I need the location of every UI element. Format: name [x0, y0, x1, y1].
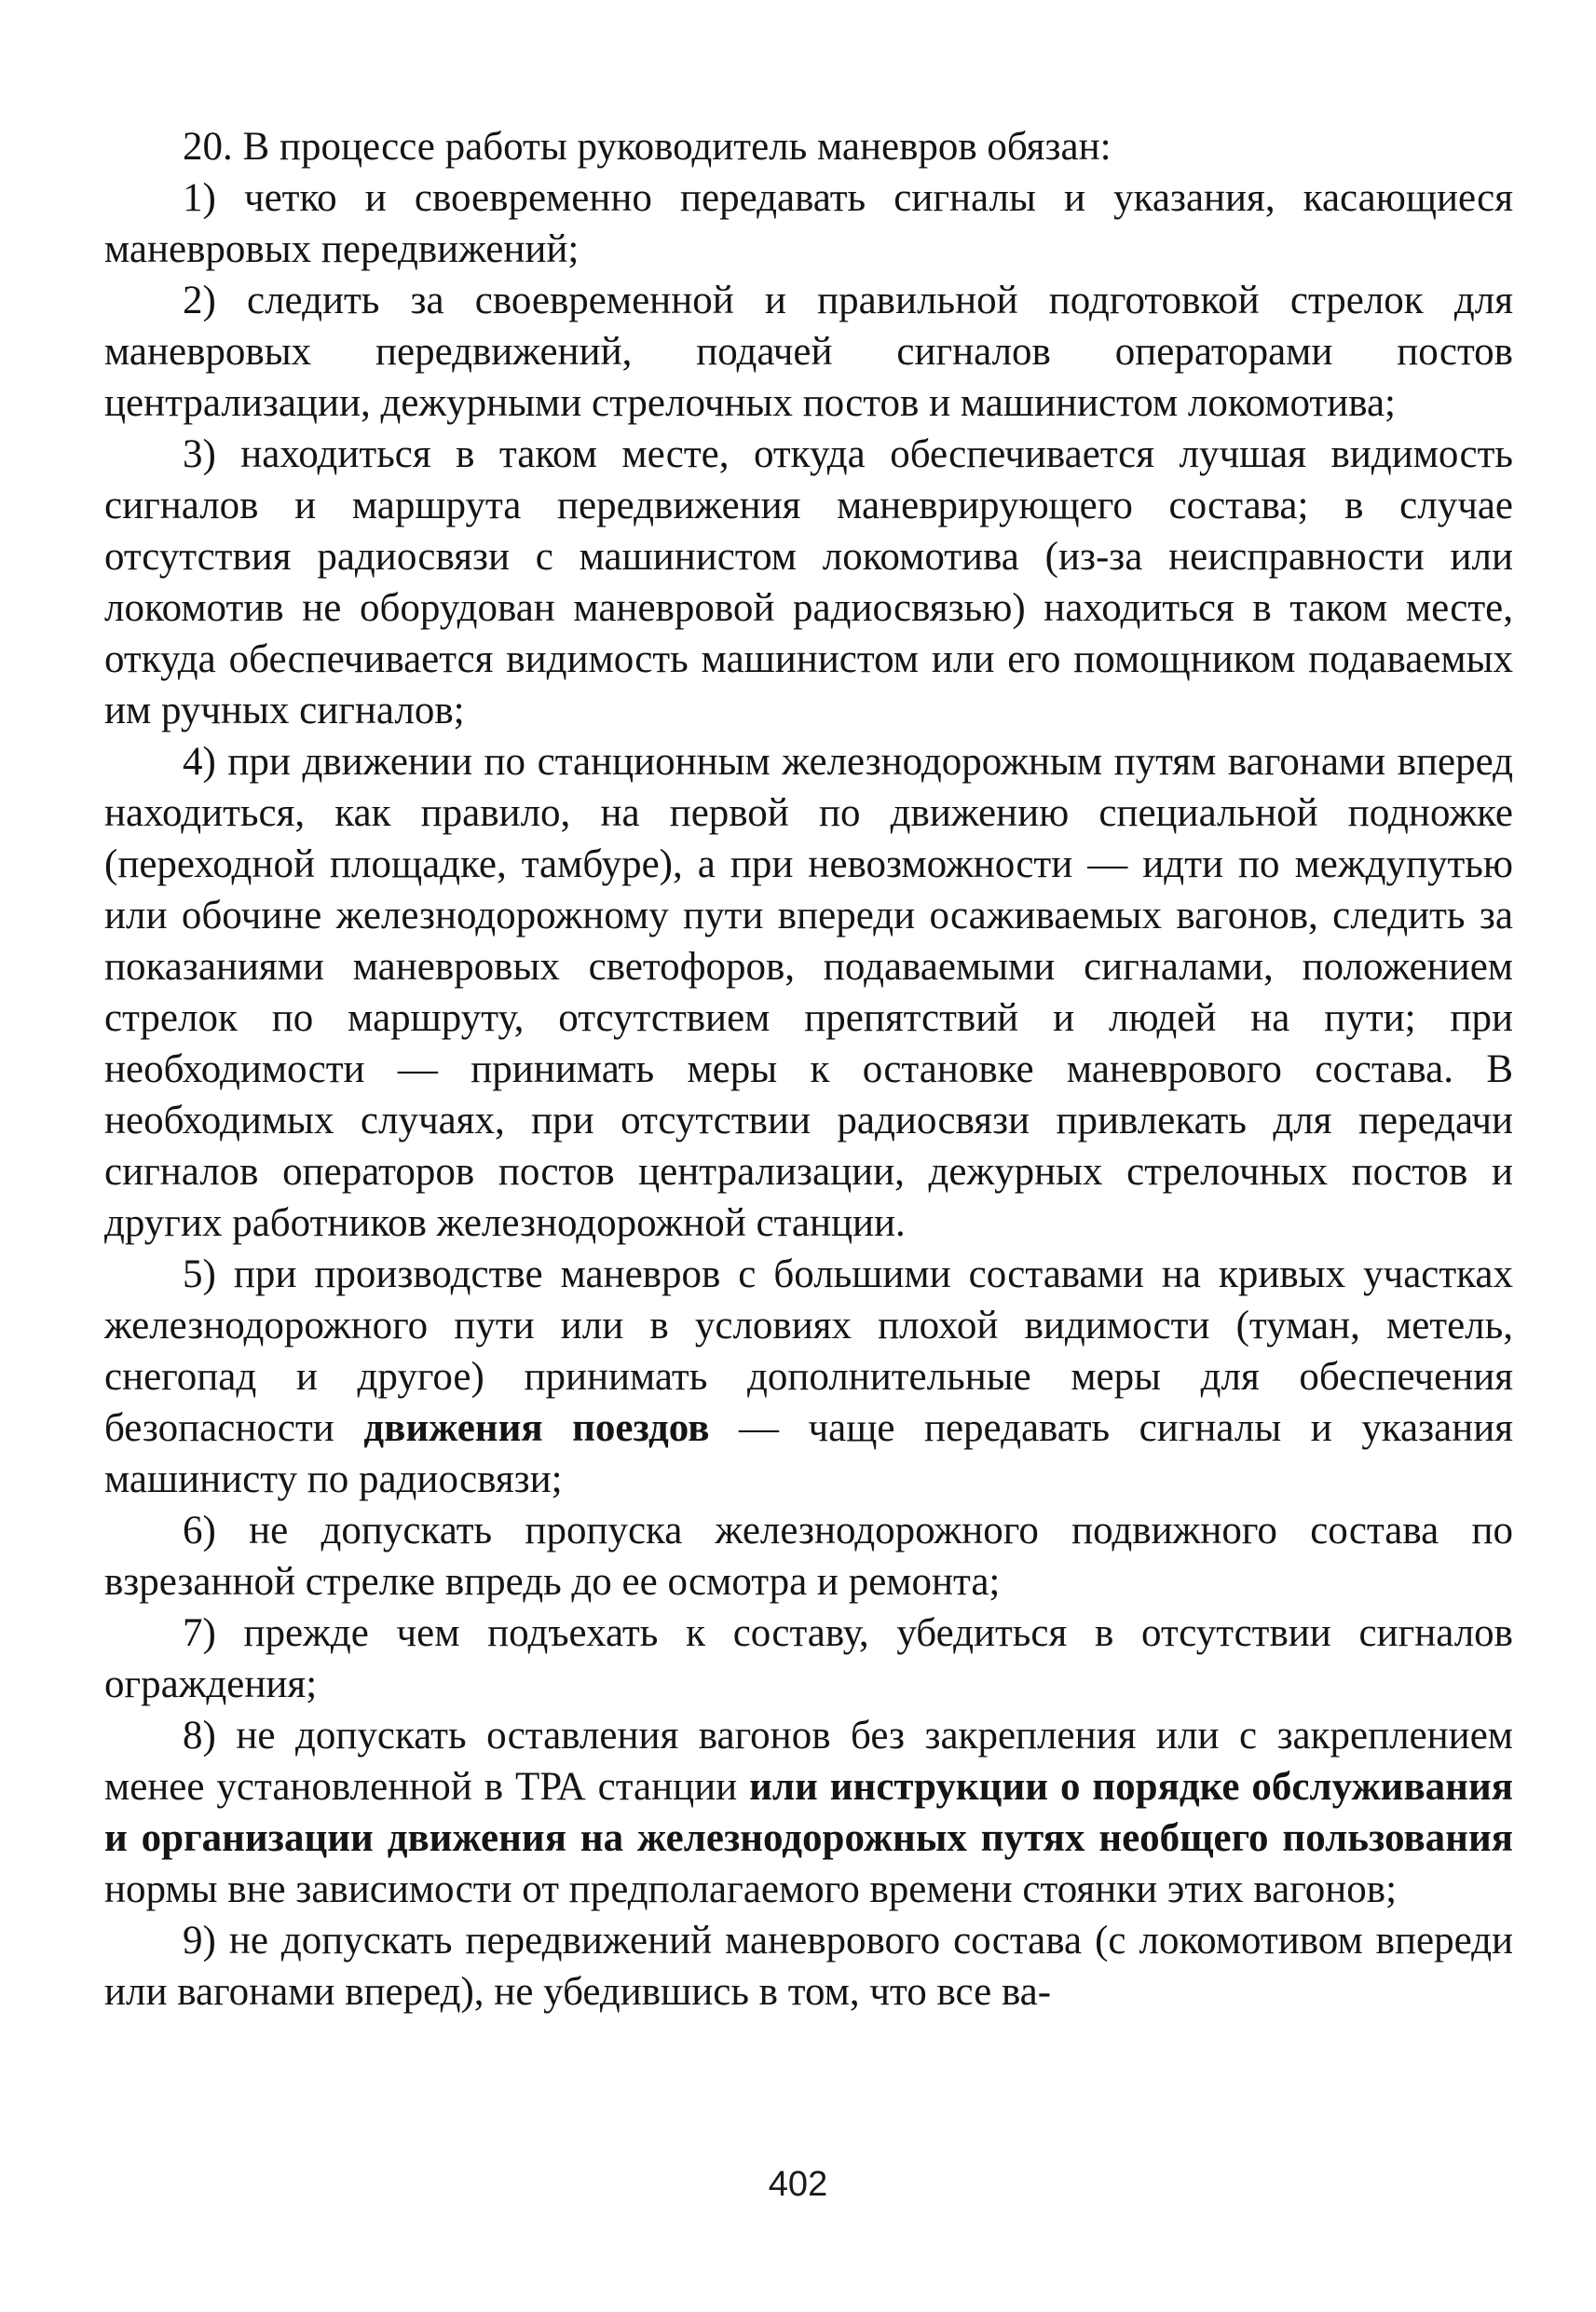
list-item-4: 4) при движении по станционным железнодорожным путям вагонами вперед находиться, как правило, на первой по движению специальной подножке (переходной площадке, тамбуре), а при невозможности — идти по междупутью или обочине железнодорожному пути впереди осаживаемых вагонов, следить за показаниями маневровых светофоров, подаваемыми сигналами, положением стрелок по маршруту, отсутствием препятствий и людей на пути; при необходимости — принимать меры к остановке маневрового состава. В необходимых случаях, при отсутствии радиосвязи привлекать для передачи сигналов операторов постов централизации, дежурных стрелочных постов и других работников железнодорожной станции. — [104, 740, 1513, 1245]
list-item-8-bold-text: или инструкции о порядке обслуживания и организации движения на железнодорожных путях необщего пользования — [104, 1765, 1513, 1860]
list-item-8-text-a: 8) не допускать оставления вагонов без закрепления или с закреплением менее установленной в ТРА станции — [104, 1714, 1513, 1809]
list-item-5-text-c: — чаще передавать сигналы и указания машинисту по радиосвязи; — [104, 1406, 1514, 1501]
list-item-2: 2) следить за своевременной и правильной подготовкой стрелок для маневровых передвижений, подачей сигналов операторами постов централизации, дежурными стрелочных постов и машинистом локомотива; — [104, 279, 1513, 425]
list-item-8 — [104, 1710, 1513, 1915]
list-item-1: 1) четко и своевременно передавать сигналы и указания, касающиеся маневровых передвижений; — [104, 176, 1513, 271]
list-item-7: 7) прежде чем подъехать к составу, убедиться в отсутствии сигналов ограждения; — [104, 1611, 1513, 1706]
page-text-block — [104, 121, 1513, 2018]
list-item-3: 3) находиться в таком месте, откуда обеспечивается лучшая видимость сигналов и маршрута передвижения маневрирующего состава; в случае отсутствия радиосвязи с машинистом локомотива (из-за неисправности или локомотив не оборудован маневровой радиосвязью) находиться в таком месте, откуда обеспечивается видимость машинистом или его помощником подаваемых им ручных сигналов; — [104, 432, 1513, 732]
list-item-5 — [104, 1249, 1513, 1505]
list-item-9: 9) не допускать передвижений маневрового состава (с локомотивом впереди или вагонами вперед), не убедившись в том, что все ва- — [104, 1919, 1513, 2014]
section-heading-20: 20. В процессе работы руководитель маневров обязан: — [183, 125, 1112, 169]
list-item-5-bold-text: движения поездов — [363, 1406, 710, 1450]
list-item-6: 6) не допускать пропуска железнодорожного подвижного состава по взрезанной стрелке впредь до ее осмотра и ремонта; — [104, 1509, 1513, 1604]
page-number: 402 — [768, 2165, 828, 2204]
list-item-5-text-a: 5) при производстве маневров с большими составами на кривых участках железнодорожного пути или в условиях плохой видимости (туман, метель, снегопад и другое) принимать дополнительные меры для обеспечения безопасности — [104, 1252, 1513, 1450]
list-item-8-text-c: нормы вне зависимости от предполагаемого времени стоянки этих вагонов; — [104, 1867, 1398, 1911]
